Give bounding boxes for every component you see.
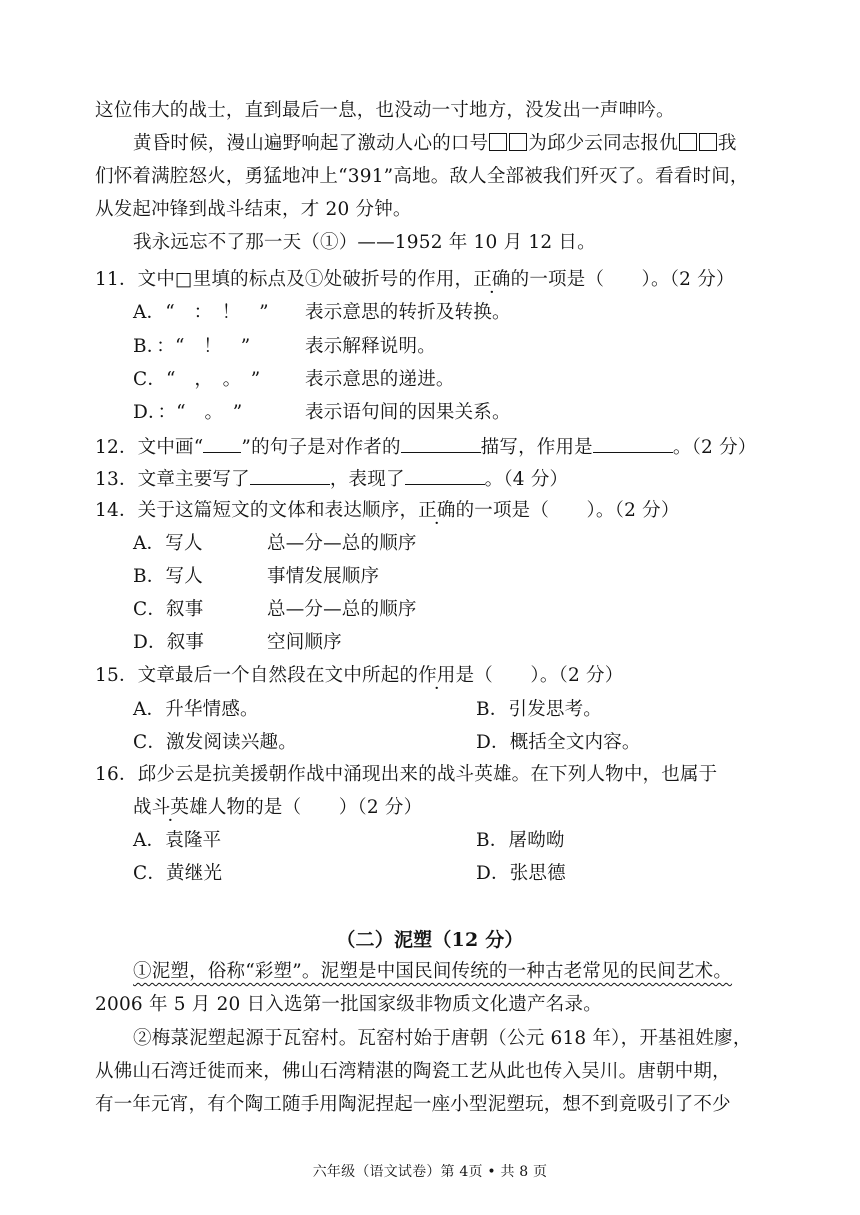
section-2-paragraph-2-line-3: 有一年元宵，有个陶工随手用陶泥捏起一座小型泥塑玩，想不到竟吸引了不少: [95, 1094, 731, 1115]
question-16-stem-line-2: 战斗英雄人物的是（ ）（2 分）: [133, 797, 423, 818]
blank-box: [699, 133, 717, 151]
question-15-option-d: D．概括全文内容。: [476, 732, 641, 753]
question-15-option-b: B．引发思考。: [476, 699, 602, 720]
section-2-paragraph-2-line-2: 从佛山石湾迁徙而来，佛山石湾精湛的陶瓷工艺从此也传入吴川。唐朝中期，: [95, 1061, 731, 1082]
question-11-option-a: A．“ ： ！ ” 表示意思的转折及转换。: [133, 302, 511, 323]
section-title: （二）泥塑（12 分）: [336, 929, 524, 951]
passage-paragraph-1: 这位伟大的战士，直到最后一息，也没动一寸地方，没发出一声呻吟。: [95, 100, 675, 121]
question-11-option-c: C．“ ， 。 ” 表示意思的递进。: [133, 369, 455, 390]
blank-box: [489, 133, 507, 151]
section-2-paragraph-1-line-2: 2006 年 5 月 20 日入选第一批国家级非物质文化遗产名录。: [95, 994, 602, 1015]
question-15-option-c: C．激发阅读兴趣。: [133, 732, 297, 753]
passage-paragraph-2-line-1: 黄昏时候，漫山遍野响起了激动人心的口号 为邱少云同志报仇 我: [133, 133, 737, 154]
page-footer: 六年级（语文试卷）第 4页 • 共 8 页: [312, 1164, 548, 1180]
question-14-option-b: B．写人 事情发展顺序: [133, 566, 380, 587]
question-13: 13．文章主要写了 ，表现了 。（4 分）: [95, 466, 568, 492]
question-12: 12．文中画“ ”的句子是对作者的 描写，作用是 。（2 分）: [95, 434, 756, 460]
emphasis-dots: 正确: [418, 500, 456, 521]
question-15-option-a: A．升华情感。: [133, 699, 259, 720]
answer-blank[interactable]: [250, 466, 330, 485]
answer-blank[interactable]: [203, 434, 241, 453]
question-14-stem: 14．关于这篇短文的文体和表达顺序，正确的一项是（ ）。（2 分）: [95, 500, 680, 521]
passage-paragraph-3: 我永远忘不了那一天（①）——1952 年 10 月 12 日。: [133, 232, 596, 253]
answer-blank[interactable]: [593, 434, 673, 453]
question-11-stem: 11．文中□里填的标点及①处破折号的作用，正确的一项是（ ）。（2 分）: [95, 269, 735, 290]
blank-box: [509, 133, 527, 151]
emphasis-dots: 战斗英雄: [133, 797, 208, 818]
question-16-option-b: B．屠呦呦: [476, 830, 565, 851]
question-14-option-c: C．叙事 总—分—总的顺序: [133, 599, 417, 620]
question-14-option-a: A．写人 总—分—总的顺序: [133, 533, 417, 554]
question-16-option-c: C．黄继光: [133, 863, 223, 884]
question-11-option-d: D．：“ 。 ” 表示语句间的因果关系。: [133, 402, 511, 423]
passage-paragraph-2-line-3: 从发起冲锋到战斗结束，才 20 分钟。: [95, 199, 412, 220]
question-14-option-d: D．叙事 空间顺序: [133, 632, 342, 653]
question-16-option-d: D．张思德: [476, 863, 566, 884]
passage-paragraph-2-line-2: 们怀着满腔怒火，勇猛地冲上“391”高地。敌人全部被我们歼灭了。看看时间，: [95, 166, 749, 187]
section-2-paragraph-2-line-1: ②梅菉泥塑起源于瓦窑村。瓦窑村始于唐朝（公元 618 年），开基祖姓廖，: [133, 1028, 752, 1049]
answer-blank[interactable]: [401, 434, 481, 453]
blank-box: [679, 133, 697, 151]
answer-blank[interactable]: [405, 466, 485, 485]
question-15-stem: 15．文章最后一个自然段在文中所起的作用是（ ）。（2 分）: [95, 665, 624, 686]
question-16-stem-line-1: 16．邱少云是抗美援朝作战中涌现出来的战斗英雄。在下列人物中，也属于: [95, 764, 718, 785]
emphasis-dots: 正确: [473, 269, 511, 290]
question-16-option-a: A．袁隆平: [133, 830, 222, 851]
emphasis-dots: 作用: [418, 665, 456, 686]
section-2-paragraph-1-line-1: ①泥塑，俗称“彩塑”。泥塑是中国民间传统的一种古老常见的民间艺术。: [133, 961, 733, 982]
question-11-option-b: B．：“ ！ ” 表示解释说明。: [133, 336, 436, 357]
